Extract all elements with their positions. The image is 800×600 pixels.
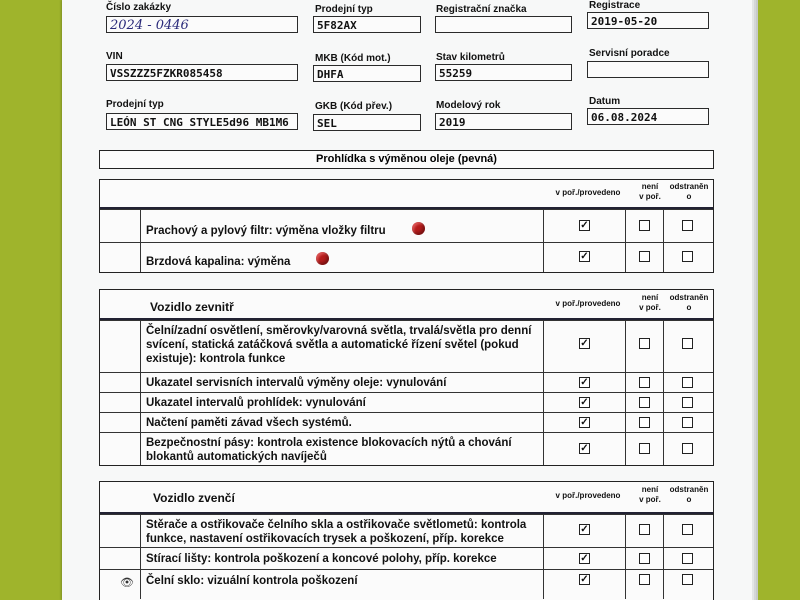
checkbox-removed[interactable] — [682, 251, 693, 262]
column-header-removed-line1: odstraněn — [669, 293, 709, 302]
row-label: Čelní/zadní osvětlení, směrovky/varovná světla, trvalá/světla pro denní svícení, statická zatáčková světla a automatické řízení světel (pokud existuje): kontrola funkce — [146, 325, 532, 365]
field-gearbox-code: SEL — [313, 114, 421, 131]
inspection-type-banner: Prohlídka s výměnou oleje (pevná) — [99, 150, 714, 169]
checkbox-removed[interactable] — [682, 524, 693, 535]
section-header — [100, 290, 713, 320]
field-label-registration-plate: Registrační značka — [436, 4, 527, 15]
field-registration-plate — [435, 16, 572, 33]
field-label-date: Datum — [589, 96, 621, 107]
column-header-none-line2: v poř. — [639, 192, 661, 201]
checkbox-not-ok[interactable] — [639, 553, 650, 564]
column-header-removed — [666, 182, 712, 202]
checkbox-mark: ✓ — [580, 220, 589, 231]
checkbox-mark: ✓ — [580, 377, 589, 388]
field-date: 06.08.2024 — [587, 108, 709, 125]
field-label-gearbox-code: GKB (Kód přev.) — [315, 101, 393, 112]
checkbox-not-ok[interactable] — [639, 417, 650, 428]
eye-icon: 👁 — [120, 577, 134, 589]
checkbox-mark: ✓ — [580, 524, 589, 535]
section-rows — [100, 320, 713, 465]
checkbox-removed[interactable] — [682, 220, 693, 231]
checklist-row — [100, 242, 713, 272]
field-label-model-year: Modelový rok — [436, 100, 501, 111]
checkbox-not-ok[interactable] — [639, 397, 650, 408]
checkbox-mark: ✓ — [580, 417, 589, 428]
section-header — [100, 180, 713, 209]
column-header-done: v poř./provedeno — [555, 299, 621, 308]
column-header-none-line1: není — [641, 293, 659, 302]
row-label: Ukazatel servisních intervalů výměny oleje: vynulování — [146, 377, 447, 389]
column-header-done: v poř./provedeno — [555, 491, 621, 500]
checklist-row — [100, 209, 713, 242]
row-label: Brzdová kapalina: výměna — [146, 256, 291, 268]
field-label-sales-type-2: Prodejní typ — [106, 99, 164, 110]
row-label: Stírací lišty: kontrola poškození a koncové polohy, příp. korekce — [146, 553, 497, 565]
column-header-none-line1: není — [641, 182, 659, 191]
checkbox-not-ok[interactable] — [639, 574, 650, 585]
checkbox-mark: ✓ — [580, 443, 589, 454]
field-model-description: LEÓN ST CNG STYLE5d96 MB1M6 — [106, 113, 298, 130]
checklist-row — [100, 412, 713, 432]
checkbox-removed[interactable] — [682, 417, 693, 428]
row-label: Prachový a pylový filtr: výměna vložky filtru — [146, 225, 386, 237]
section-rows — [100, 514, 713, 599]
field-label-registration: Registrace — [589, 0, 641, 11]
field-mileage: 55259 — [435, 64, 572, 81]
section-vehicle-interior — [99, 289, 714, 466]
checkbox-done[interactable] — [579, 251, 590, 262]
checkbox-removed[interactable] — [682, 338, 693, 349]
field-label-service-advisor: Servisní poradce — [589, 48, 670, 59]
row-label: Ukazatel intervalů prohlídek: vynulování — [146, 397, 366, 409]
section-header — [100, 482, 713, 514]
checklist-row — [100, 320, 713, 372]
checkbox-not-ok[interactable] — [639, 251, 650, 262]
column-header-removed-line2: o — [686, 303, 692, 312]
field-order-number — [106, 16, 298, 33]
checkbox-done[interactable] — [579, 524, 590, 535]
field-label-vin: VIN — [106, 51, 123, 62]
checkbox-done[interactable] — [579, 377, 590, 388]
checkbox-done[interactable] — [579, 417, 590, 428]
field-model-year: 2019 — [435, 113, 572, 130]
checkbox-removed[interactable] — [682, 553, 693, 564]
checkbox-not-ok[interactable] — [639, 338, 650, 349]
column-header-removed-line1: odstraněn — [669, 485, 709, 494]
checkbox-not-ok[interactable] — [639, 443, 650, 454]
field-engine-code: DHFA — [313, 65, 421, 82]
field-label-order-number: Číslo zakázky — [106, 2, 172, 13]
checkbox-removed[interactable] — [682, 574, 693, 585]
checkbox-not-ok[interactable] — [639, 377, 650, 388]
field-registration-date: 2019-05-20 — [587, 12, 709, 29]
section-title: Vozidlo zevnitř — [150, 300, 234, 314]
row-label: Načtení paměti závad všech systémů. — [146, 417, 352, 429]
checklist-row — [100, 392, 713, 412]
checkbox-removed[interactable] — [682, 443, 693, 454]
field-vin: VSSZZZ5FZKR085458 — [106, 64, 298, 81]
field-label-engine-code: MKB (Kód mot.) — [315, 53, 391, 64]
checkbox-mark: ✓ — [580, 574, 589, 585]
handwritten-order-number: 2024 - 0446 — [110, 18, 189, 33]
row-label: Stěrače a ostřikovače čelního skla a ostřikovače světlometů: kontrola funkce, nastavení ostřikovacích trysek a poškození, příp. korekce — [146, 519, 527, 545]
red-marker-dot — [316, 252, 329, 265]
checklist-row — [100, 547, 713, 569]
checkbox-done[interactable] — [579, 397, 590, 408]
column-header-done: v poř./provedeno — [555, 188, 621, 197]
checkbox-removed[interactable] — [682, 397, 693, 408]
checklist-row — [100, 372, 713, 392]
checkbox-done[interactable] — [579, 443, 590, 454]
checkbox-not-ok[interactable] — [639, 220, 650, 231]
field-label-sales-type: Prodejní typ — [315, 4, 373, 15]
section-vehicle-exterior — [99, 481, 714, 600]
checkbox-done[interactable] — [579, 553, 590, 564]
checkbox-done[interactable] — [579, 338, 590, 349]
section-filters — [99, 179, 714, 273]
column-header-none-line2: v poř. — [639, 303, 661, 312]
checkbox-removed[interactable] — [682, 377, 693, 388]
checkbox-mark: ✓ — [580, 397, 589, 408]
column-header-removed-line2: o — [686, 192, 692, 201]
field-sales-type: 5F82AX — [313, 16, 421, 33]
column-header-none-line2: v poř. — [639, 495, 661, 504]
checkbox-done[interactable] — [579, 574, 590, 585]
row-label: Čelní sklo: vizuální kontrola poškození — [146, 575, 358, 587]
checklist-row — [100, 514, 713, 547]
field-label-mileage: Stav kilometrů — [436, 52, 505, 63]
red-marker-dot — [412, 222, 425, 235]
section-title: Vozidlo zvenčí — [153, 491, 235, 505]
section-rows — [100, 209, 713, 272]
column-header-removed — [666, 485, 712, 505]
checkbox-not-ok[interactable] — [639, 524, 650, 535]
row-label: Bezpečnostní pásy: kontrola existence blokovacích nýtů a chování blokantů automatických navíječů — [146, 437, 512, 463]
checkbox-mark: ✓ — [580, 251, 589, 262]
column-header-removed-line1: odstraněn — [669, 182, 709, 191]
checkbox-mark: ✓ — [580, 553, 589, 564]
column-header-removed-line2: o — [686, 495, 692, 504]
column-header-removed — [666, 293, 712, 313]
checklist-row — [100, 569, 713, 599]
checkbox-mark: ✓ — [580, 338, 589, 349]
field-service-advisor — [587, 61, 709, 78]
checklist-row — [100, 432, 713, 465]
checkbox-done[interactable] — [579, 220, 590, 231]
column-header-none-line1: není — [641, 485, 659, 494]
